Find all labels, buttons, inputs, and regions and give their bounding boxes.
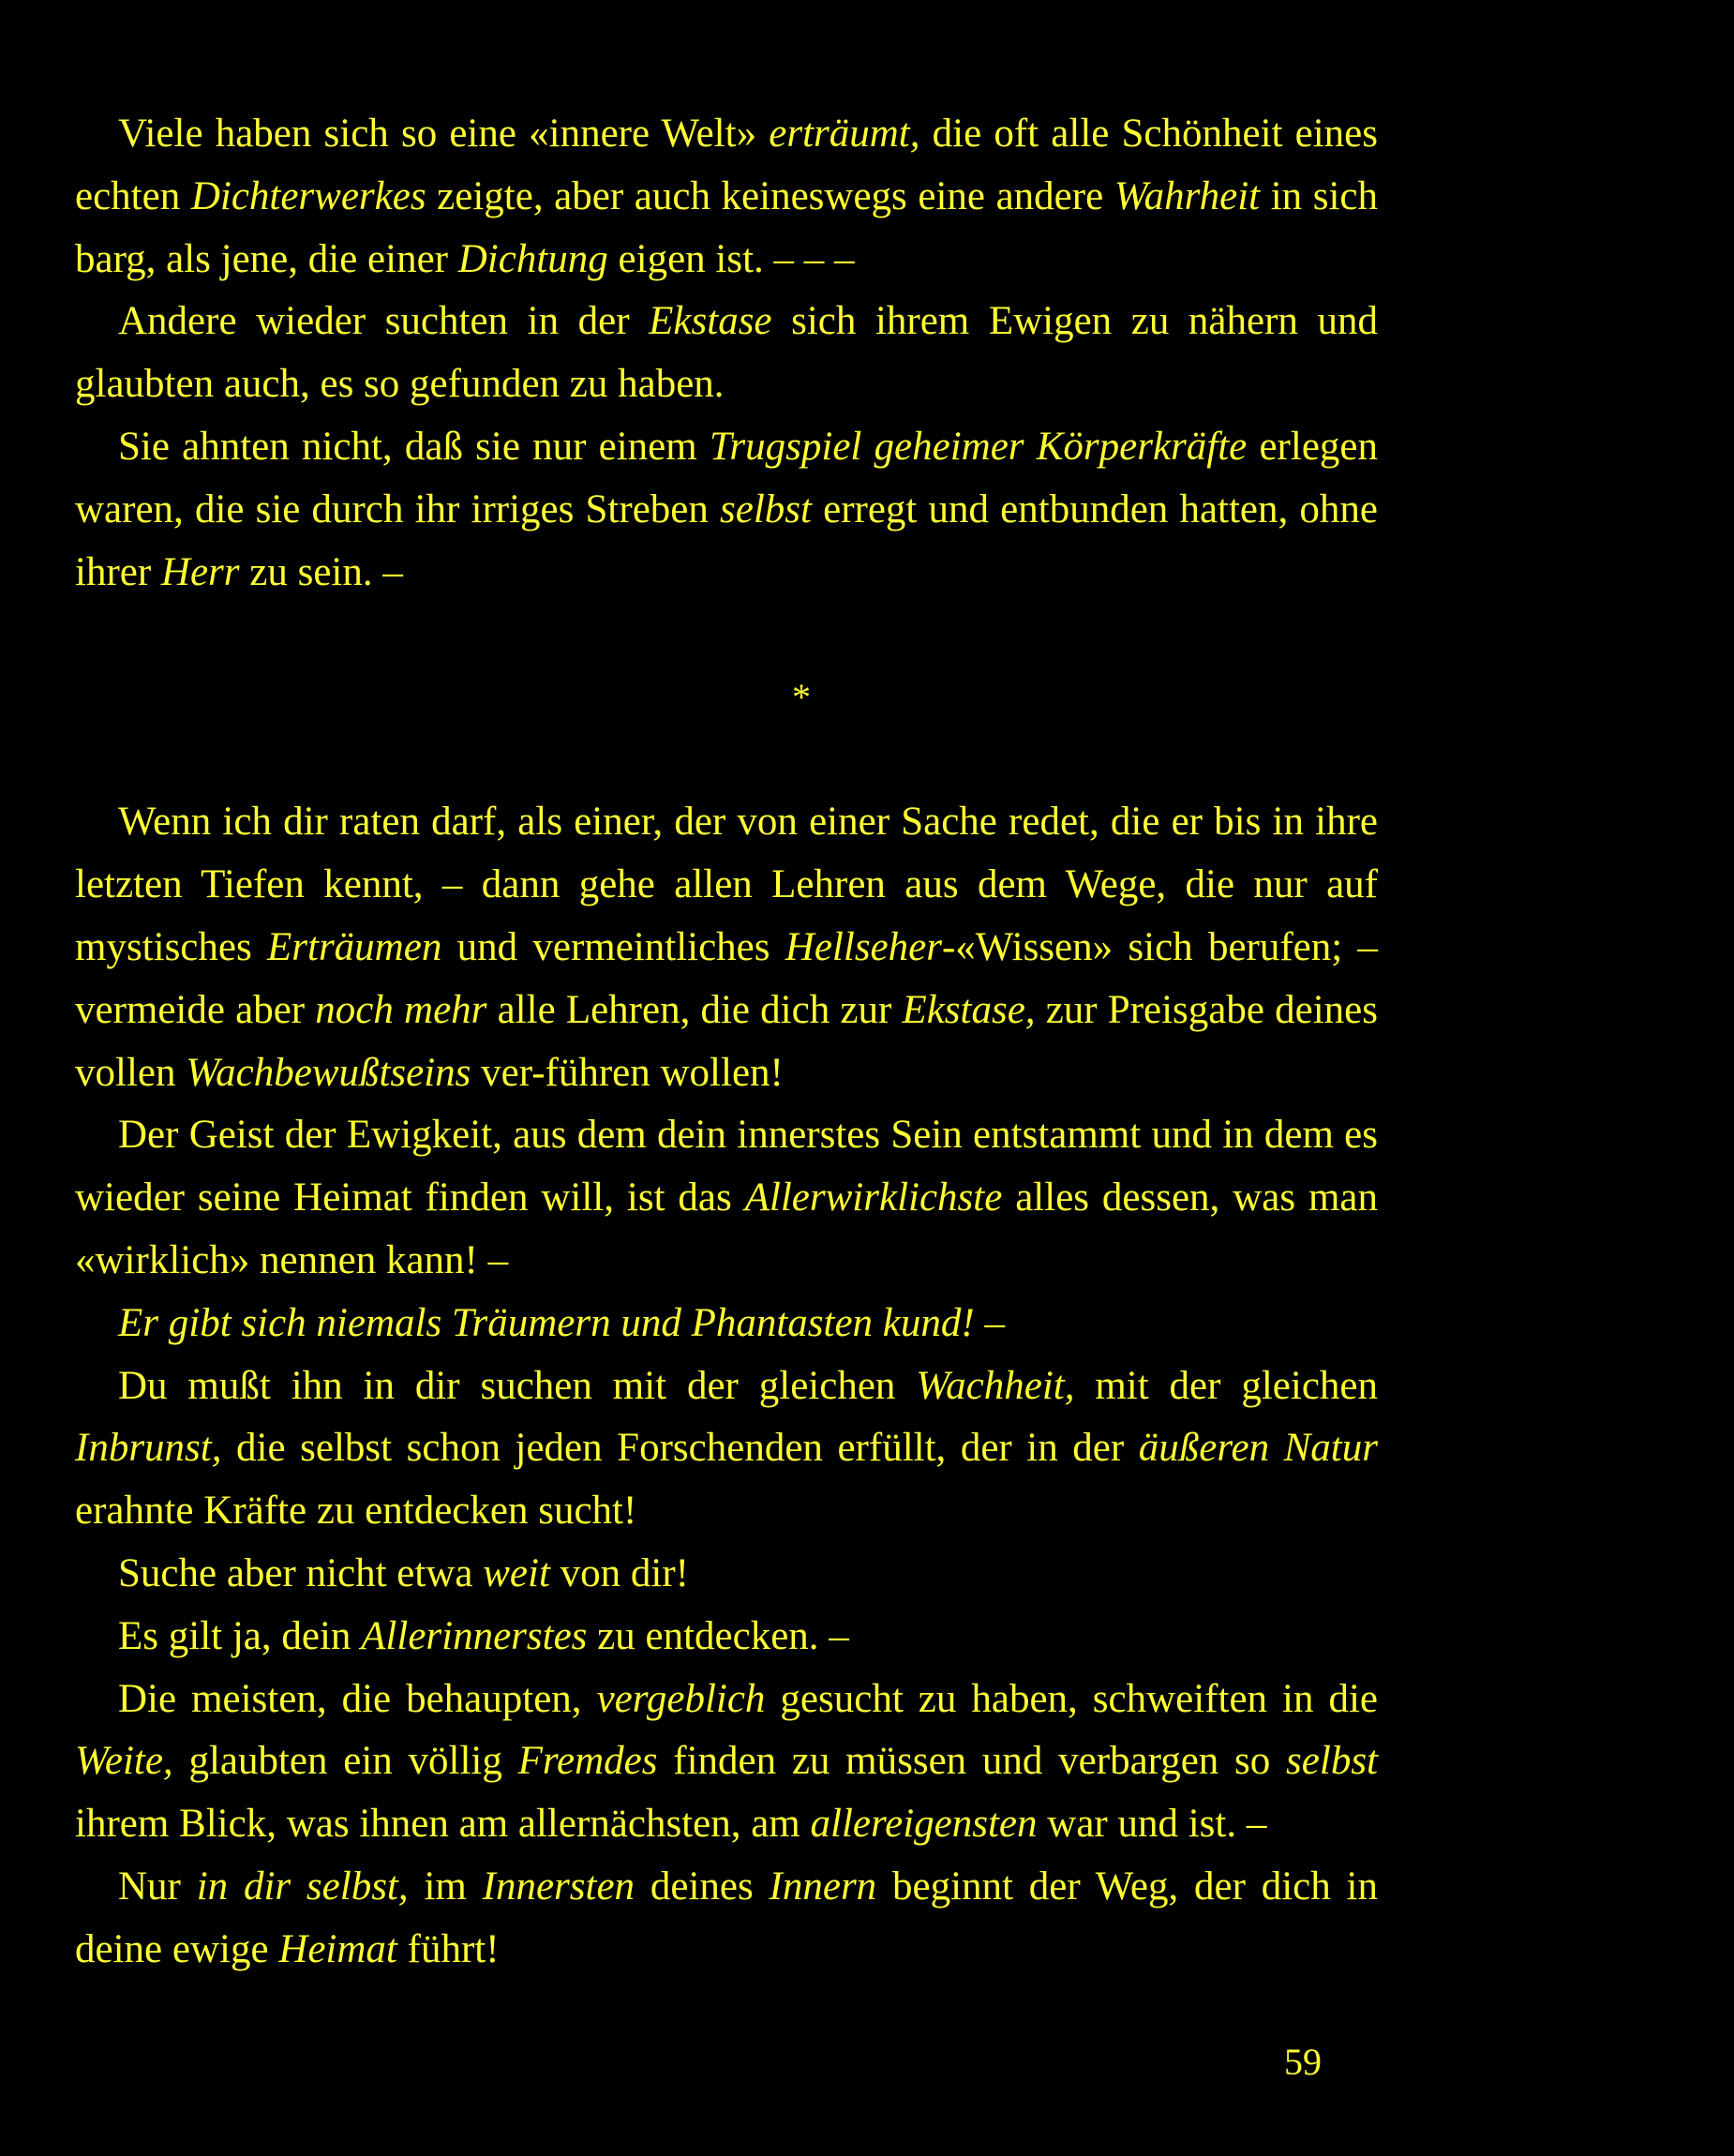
italic-run: äußeren Natur <box>1138 1426 1378 1471</box>
italic-run: Fremdes <box>517 1739 658 1784</box>
text-run: Du mußt ihn in dir suchen mit der gleichen <box>118 1363 917 1408</box>
text-run: Es gilt ja, dein <box>118 1613 362 1658</box>
text-run: zeigte, aber auch keineswegs eine andere <box>426 173 1114 218</box>
paragraph-traeumern <box>75 1293 1378 1355</box>
section-separator: * <box>792 676 811 719</box>
text-run: alle Lehren, die dich zur <box>486 987 903 1032</box>
italic-run: Wahrheit <box>1114 173 1261 218</box>
text-run: -«Wissen» sich berufen; – vermeide aber <box>75 924 1378 1032</box>
text-run: zur Preisgabe deines vollen <box>75 987 1378 1095</box>
text-run: die selbst schon jeden Forschenden erfüllt, der in der <box>221 1426 1139 1471</box>
text-run: von dir! <box>549 1550 689 1595</box>
italic-run: Wachbewußtseins <box>186 1050 471 1095</box>
text-run: Suche aber nicht etwa <box>118 1550 484 1595</box>
italic-run: Innern <box>769 1864 877 1909</box>
text-run: eigen ist. – – – <box>607 236 855 281</box>
text-run: erahnte Kräfte zu entdecken sucht! <box>75 1489 637 1534</box>
text-run: und vermeintliches <box>441 924 785 969</box>
italic-run: weit <box>483 1550 550 1595</box>
paragraph-allerinnerstes <box>75 1606 1378 1669</box>
text-run: Wenn ich dir raten darf, als einer, der von einer Sache redet, die er bis in ihre letzten Tiefen kennt, – dann gehe allen Lehren aus dem Wege, die nur auf mystisches <box>75 800 1378 969</box>
italic-run: Dichterwerkes <box>190 173 426 218</box>
text-run: führt! <box>396 1926 500 1971</box>
paragraph-geist-der-ewigkeit <box>75 1104 1378 1292</box>
italic-run: Weite, <box>75 1739 173 1784</box>
text-run: sich ihrem Ewigen zu nähern und glaubten auch, es so gefunden zu haben. <box>75 299 1378 407</box>
italic-run: Allerinnerstes <box>361 1613 588 1658</box>
page-number: 59 <box>1284 2041 1322 2083</box>
text-run: alles dessen, was man «wirklich» nennen kann! – <box>75 1175 1378 1282</box>
text-run: mit der gleichen <box>1074 1363 1378 1408</box>
text-run: Sie ahnten nicht, daß sie nur einem <box>118 424 710 469</box>
italic-run: Dichtung <box>457 236 608 281</box>
text-run: Viele haben sich so eine «innere Welt» <box>118 112 770 156</box>
italic-run: noch mehr <box>315 987 487 1032</box>
paragraph-wachheit <box>75 1355 1378 1543</box>
italic-run: Inbrunst, <box>75 1426 222 1471</box>
text-run: glaubten ein völlig <box>172 1739 518 1784</box>
italic-run: selbst <box>720 487 812 532</box>
italic-run: Ekstase <box>649 299 772 344</box>
page-body <box>75 103 1378 1982</box>
text-run: in sich barg, als jene, die einer <box>75 173 1379 281</box>
text-run: zu sein. – <box>239 549 403 594</box>
italic-run: Wachheit, <box>916 1363 1075 1408</box>
paragraph-suche <box>75 1543 1378 1606</box>
text-run: – <box>974 1300 1005 1345</box>
italic-run: Heimat <box>278 1926 397 1971</box>
italic-run: Herr <box>160 549 240 594</box>
paragraph-ekstase <box>75 291 1378 416</box>
text-run: Andere wieder suchten in der <box>118 299 650 344</box>
italic-run: erträumt, <box>769 112 920 156</box>
paragraph-innere-welt <box>75 103 1378 291</box>
text-run: Nur <box>118 1864 197 1909</box>
italic-run: Hellseher <box>785 924 942 969</box>
italic-run: in dir selbst, <box>196 1864 409 1909</box>
text-run: erlegen waren, die sie durch ihr irriges Streben <box>75 424 1378 532</box>
text-run: deines <box>635 1864 770 1909</box>
paragraph-trugspiel <box>75 416 1378 604</box>
text-run: Der Geist der Ewigkeit, aus dem dein innerstes Sein entstammt und in dem es wieder seine Heimat finden will, ist das <box>75 1113 1378 1220</box>
text-run: war und ist. – <box>1037 1802 1267 1847</box>
text-run: gesucht zu haben, schweiften in die <box>765 1676 1379 1721</box>
paragraph-raten <box>75 791 1378 1104</box>
italic-run: Innersten <box>482 1864 635 1909</box>
paragraph-die-meisten <box>75 1669 1378 1856</box>
text-run: im <box>408 1864 483 1909</box>
italic-run: selbst <box>1286 1739 1378 1784</box>
text-run: die oft alle Schönheit eines echten <box>75 112 1379 218</box>
italic-run: Trugspiel geheimer Körperkräfte <box>709 424 1248 469</box>
text-run: beginnt der Weg, der dich in deine ewige <box>75 1864 1379 1971</box>
italic-run: allereigensten <box>810 1802 1038 1847</box>
text-run: zu entdecken. – <box>587 1613 849 1658</box>
text-run: ver-führen wollen! <box>471 1050 784 1095</box>
italic-run: Er gibt sich niemals Träumern und Phantasten kund! <box>118 1300 975 1345</box>
text-run: finden zu müssen und verbargen so <box>657 1739 1287 1784</box>
text-run: ihrem Blick, was ihnen am allernächsten, am <box>75 1802 811 1847</box>
text-run: Die meisten, die behaupten, <box>118 1676 597 1721</box>
text-run: erregt und entbunden hatten, ohne ihrer <box>75 487 1378 594</box>
italic-run: Allerwirklichste <box>744 1175 1003 1220</box>
paragraph-nur-in-dir <box>75 1856 1378 1982</box>
italic-run: Ekstase, <box>902 987 1036 1032</box>
italic-run: vergeblich <box>596 1676 766 1721</box>
italic-run: Erträumen <box>267 924 442 969</box>
